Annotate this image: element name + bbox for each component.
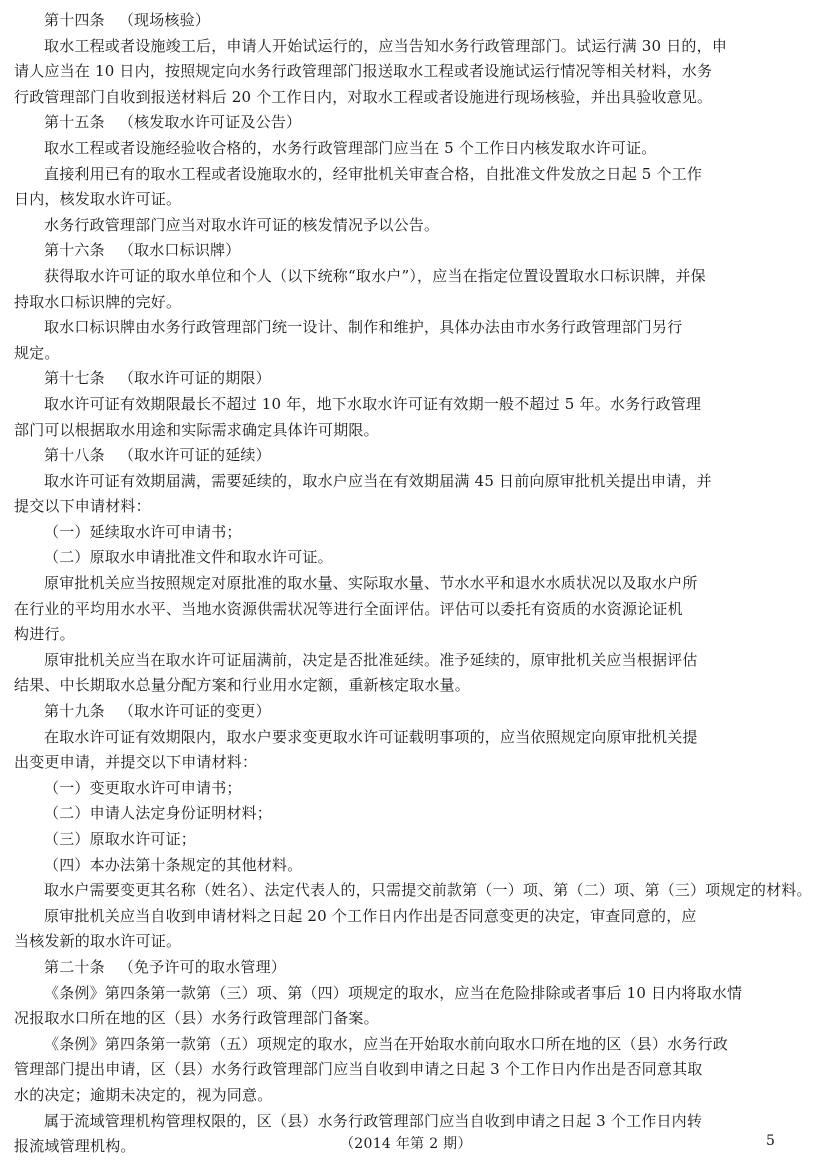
article-heading (14, 8, 814, 34)
paragraph-line: 请人应当在 10 日内，按照规定向水务行政管理部门报送取水工程或者设施试运行情况等相关材料，水务 (14, 62, 713, 81)
paragraph-line: 在行业的平均用水水平、当地水资源供需状况等进行全面评估。评估可以委托有资质的水资源论证机 (14, 599, 683, 618)
article-title: （取水口标识牌） (118, 241, 241, 260)
article-number: 第二十条 (44, 957, 105, 976)
paragraph-first-line: 属于流域管理机构管理权限的，区（县）水务行政管理部门应当自收到申请之日起 3 个工作日内转 (44, 1111, 703, 1130)
paragraph-first-line: 原审批机关应当自收到申请材料之日起 20 个工作日内作出是否同意变更的决定，审查同意的，应 (44, 906, 697, 925)
article-number: 第十九条 (44, 702, 105, 721)
page-footer (0, 1133, 827, 1155)
paragraph-first-line: 取水户需要变更其名称（姓名）、法定代表人的，只需提交前款第（一）项、第（二）项、第（三）项规定的材料。 (44, 881, 812, 900)
paragraph-first-line: 取水工程或者设施经验收合格的，水务行政管理部门应当在 5 个工作日内核发取水许可证。 (44, 138, 657, 157)
paragraph-line: 况报取水口所在地的区（县）水务行政管理部门备案。 (14, 1009, 379, 1028)
article-title: （现场核验） (118, 11, 211, 29)
article-heading (14, 238, 814, 264)
paragraph-first-line: 直接利用已有的取水工程或者设施取水的，经审批机关审查合格，自批准文件发放之日起 5 个工作 (44, 164, 703, 183)
paragraph-line: 出变更申请，并提交以下申请材料： (14, 753, 258, 772)
paragraph-line: 持取水口标识牌的完好。 (14, 292, 182, 311)
article-number: 第十四条 (44, 11, 105, 29)
article-heading (14, 110, 814, 136)
article-number: 第十八条 (44, 446, 105, 465)
paragraph-line: 行政管理部门自收到报送材料后 20 个工作日内，对取水工程或者设施进行现场核验，并出具验收意见。 (14, 87, 713, 106)
paragraph-first-line: 水务行政管理部门应当对取水许可证的核发情况予以公告。 (44, 215, 440, 234)
article-title: （取水许可证的延续） (118, 446, 271, 465)
article-heading (14, 699, 814, 725)
article-number: 第十六条 (44, 241, 105, 260)
paragraph-line: 日内，核发取水许可证。 (14, 190, 182, 209)
paragraph-line: 规定。 (14, 343, 60, 362)
paragraph-first-line: 原审批机关应当在取水许可证届满前，决定是否批准延续。准予延续的，原审批机关应当根据评估 (44, 650, 698, 669)
article-title: （免予许可的取水管理） (118, 957, 287, 976)
paragraph-line: 管理部门提出申请，区（县）水务行政管理部门应当自收到申请之日起 3 个工作日内作出是否同意其取 (14, 1060, 703, 1079)
article-heading (14, 443, 814, 469)
paragraph-first-line: 获得取水许可证的取水单位和个人（以下统称“取水户”），应当在指定位置设置取水口标识牌，并保 (44, 266, 706, 285)
paragraph-line: 提交以下申请材料： (14, 497, 151, 516)
paragraph-line: 部门可以根据取水用途和实际需求确定具体许可期限。 (14, 420, 379, 439)
paragraph-line: 水的决定；逾期未决定的，视为同意。 (14, 1085, 273, 1104)
article-number: 第十七条 (44, 369, 105, 388)
paragraph-first-line: （一）变更取水许可申请书； (44, 778, 242, 797)
article-title: （取水许可证的变更） (118, 702, 271, 721)
paragraph-first-line: 取水许可证有效期限最长不超过 10 年，地下水取水许可证有效期一般不超过 5 年。水务行政管理 (44, 394, 702, 413)
document-body (14, 8, 814, 1160)
paragraph-line: 当核发新的取水许可证。 (14, 932, 182, 951)
paragraph-first-line: （四）本办法第十条规定的其他材料。 (44, 855, 303, 874)
article-number: 第十五条 (44, 113, 105, 132)
paragraph-first-line: 《条例》第四条第一款第（五）项规定的取水，应当在开始取水前向取水口所在地的区（县）水务行政 (44, 1034, 729, 1053)
page-number: 5 (766, 1133, 775, 1149)
paragraph-first-line: 取水口标识牌由水务行政管理部门统一设计、制作和维护，具体办法由市水务行政管理部门另行 (44, 318, 683, 337)
paragraph-first-line: （二）申请人法定身份证明材料； (44, 804, 273, 823)
paragraph-first-line: 在取水许可证有效期限内，取水户要求变更取水许可证载明事项的，应当依照规定向原审批机关提 (44, 727, 698, 746)
paragraph-line: 结果、中长期取水总量分配方案和行业用水定额，重新核定取水量。 (14, 676, 471, 695)
article-heading (14, 366, 814, 392)
issue-label: （2014 年第 2 期） (340, 1136, 472, 1152)
paragraph-first-line: 《条例》第四条第一款第（三）项、第（四）项规定的取水，应当在危险排除或者事后 10 日内将取水情 (44, 983, 743, 1002)
article-heading (14, 955, 814, 981)
paragraph-first-line: （一）延续取水许可申请书； (44, 522, 242, 541)
paragraph-first-line: （二）原取水申请批准文件和取水许可证。 (44, 548, 333, 567)
paragraph-line: 构进行。 (14, 625, 75, 644)
paragraph-line: 报流域管理机构。 (14, 1137, 136, 1156)
article-title: （核发取水许可证及公告） (118, 113, 302, 132)
article-title: （取水许可证的期限） (118, 369, 271, 388)
paragraph-first-line: 取水工程或者设施竣工后，申请人开始试运行的，应当告知水务行政管理部门。试运行满 30 日的，申 (44, 36, 728, 55)
paragraph-first-line: 原审批机关应当按照规定对原批准的取水量、实际取水量、节水水平和退水水质状况以及取水户所 (44, 574, 698, 593)
paragraph-first-line: （三）原取水许可证； (44, 830, 197, 848)
paragraph-first-line: 取水许可证有效期届满，需要延续的，取水户应当在有效期届满 45 日前向原审批机关提出申请，并 (44, 471, 712, 490)
